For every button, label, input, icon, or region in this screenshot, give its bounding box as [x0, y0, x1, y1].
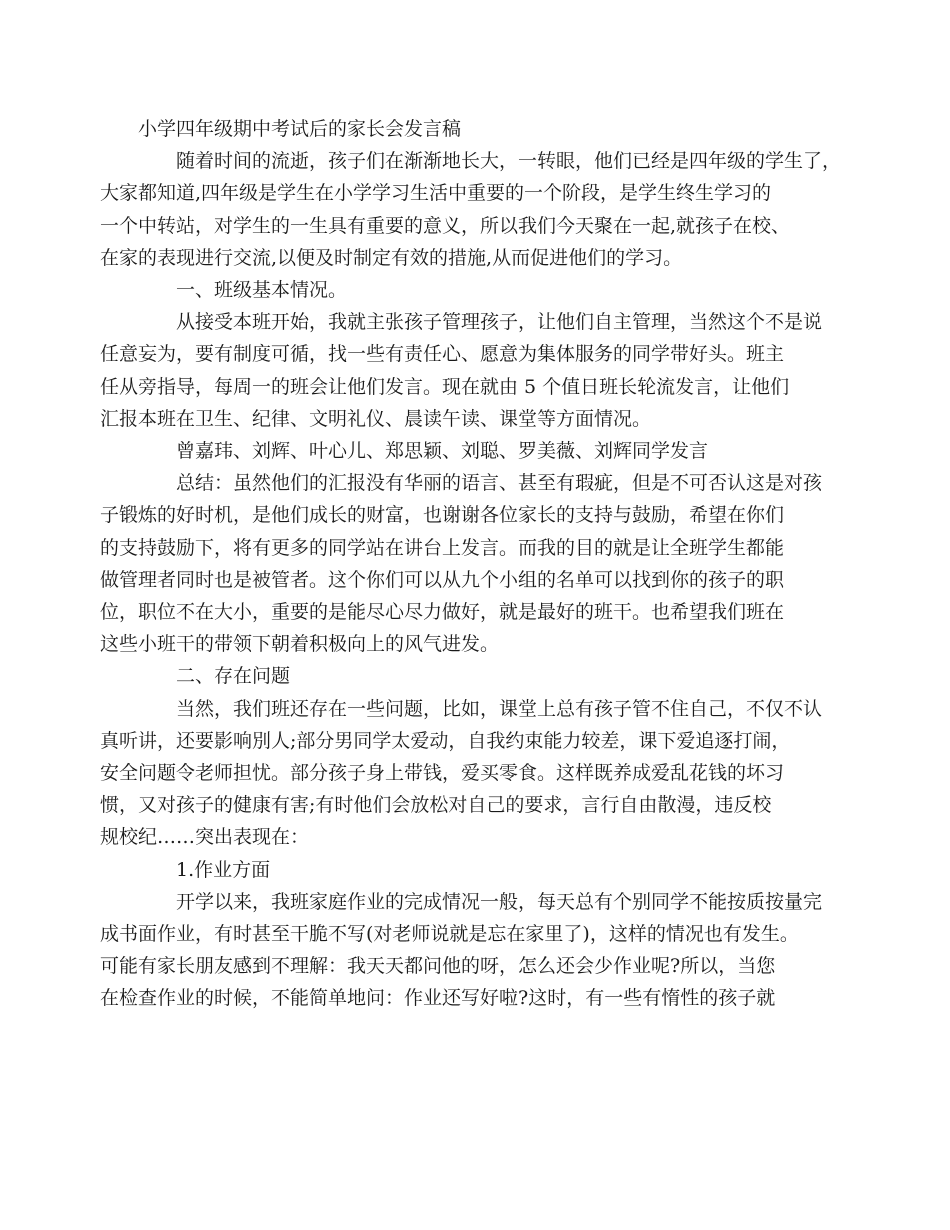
text-line: 位，职位不在大小，重要的是能尽心尽力做好，就是最好的班干。也希望我们班在 [100, 601, 785, 624]
text-line: 惯，又对孩子的健康有害;有时他们会放松对自己的要求，言行自由散漫，违反校 [100, 794, 772, 817]
text-line: 子锻炼的好时机，是他们成长的财富，也谢谢各位家长的支持与鼓励，希望在你们 [100, 504, 785, 527]
document-title: 小学四年级期中考试后的家长会发言稿 [138, 118, 462, 140]
text-line: 随着时间的流逝，孩子们在渐渐地长大，一转眼，他们已经是四年级的学生了， [176, 150, 842, 173]
paragraph-homework [100, 886, 828, 1015]
text-line: 一个中转站，对学生的一生具有重要的意义，所以我们今天聚在一起,就孩子在校、 [100, 214, 791, 237]
text-line: 一、班级基本情况。 [176, 279, 348, 302]
text-line: 做管理者同时也是被管者。这个你们可以从九个小组的名单可以找到你的孩子的职 [100, 568, 785, 591]
paragraph-problems [100, 693, 828, 854]
paragraph-speakers [138, 435, 828, 467]
text-line: 任从旁指导，每周一的班会让他们发言。现在就由 5 个值日班长轮流发言，让他们 [100, 375, 790, 398]
paragraph-class-management [100, 306, 828, 435]
text-line: 规校纪……突出表现在： [100, 826, 310, 849]
text-line: 汇报本班在卫生、纪律、文明礼仪、晨读午读、课堂等方面情况。 [100, 407, 652, 430]
paragraph-intro [100, 145, 842, 274]
text-line: 真听讲，还要影响別人;部分男同学太爱动，自我约束能力较差，课下爱追逐打闹， [100, 729, 791, 752]
text-line: 当然，我们班还存在一些问题，比如，课堂上总有孩子管不住自己，不仅不认 [176, 697, 823, 720]
text-line: 安全问题令老师担忧。部分孩子身上带钱，爱买零食。这样既养成爱乱花钱的坏习 [100, 762, 785, 785]
text-line: 曾嘉玮、刘辉、叶心儿、郑思颖、刘聪、罗美薇、刘辉同学发言 [176, 440, 709, 463]
text-line: 这些小班干的带领下朝着积极向上的风气进发。 [100, 633, 500, 656]
paragraph-summary [100, 467, 828, 660]
text-line: 1.作业方面 [176, 858, 271, 881]
text-line: 任意妄为，要有制度可循，找一些有责任心、愿意为集体服务的同学带好头。班主 [100, 343, 785, 366]
text-line: 开学以来，我班家庭作业的完成情况一般，每天总有个别同学不能按质按量完 [176, 890, 823, 913]
text-line: 从接受本班开始，我就主张孩子管理孩子，让他们自主管理，当然这个不是说 [176, 311, 823, 334]
text-line: 在检查作业的时候，不能简单地问：作业还写好啦?这时，有一些有惰性的孩子就 [100, 987, 776, 1010]
text-line: 在家的表现进行交流,以便及时制定有效的措施,从而促进他们的学习。 [100, 246, 683, 269]
paragraph-heading-homework [138, 854, 828, 886]
text-line: 可能有家长朋友感到不理解：我天天都问他的呀，怎么还会少作业呢?所以，当您 [100, 955, 776, 978]
text-line: 大家都知道,四年级是学生在小学学习生活中重要的一个阶段，是学生终生学习的 [100, 182, 772, 205]
paragraph-heading-2 [138, 660, 828, 692]
text-line: 二、存在问题 [176, 665, 291, 688]
text-line: 的支持鼓励下，将有更多的同学站在讲台上发言。而我的目的就是让全班学生都能 [100, 536, 785, 559]
paragraph-heading-1 [138, 274, 828, 306]
document-body [100, 113, 842, 1015]
text-line: 成书面作业，有时甚至干脆不写(对老师说就是忘在家里了)，这样的情况也有发生。 [100, 923, 799, 946]
paragraph-list [100, 145, 842, 1014]
text-line: 总结：虽然他们的汇报没有华丽的语言、甚至有瑕疵，但是不可否认这是对孩 [176, 472, 823, 495]
